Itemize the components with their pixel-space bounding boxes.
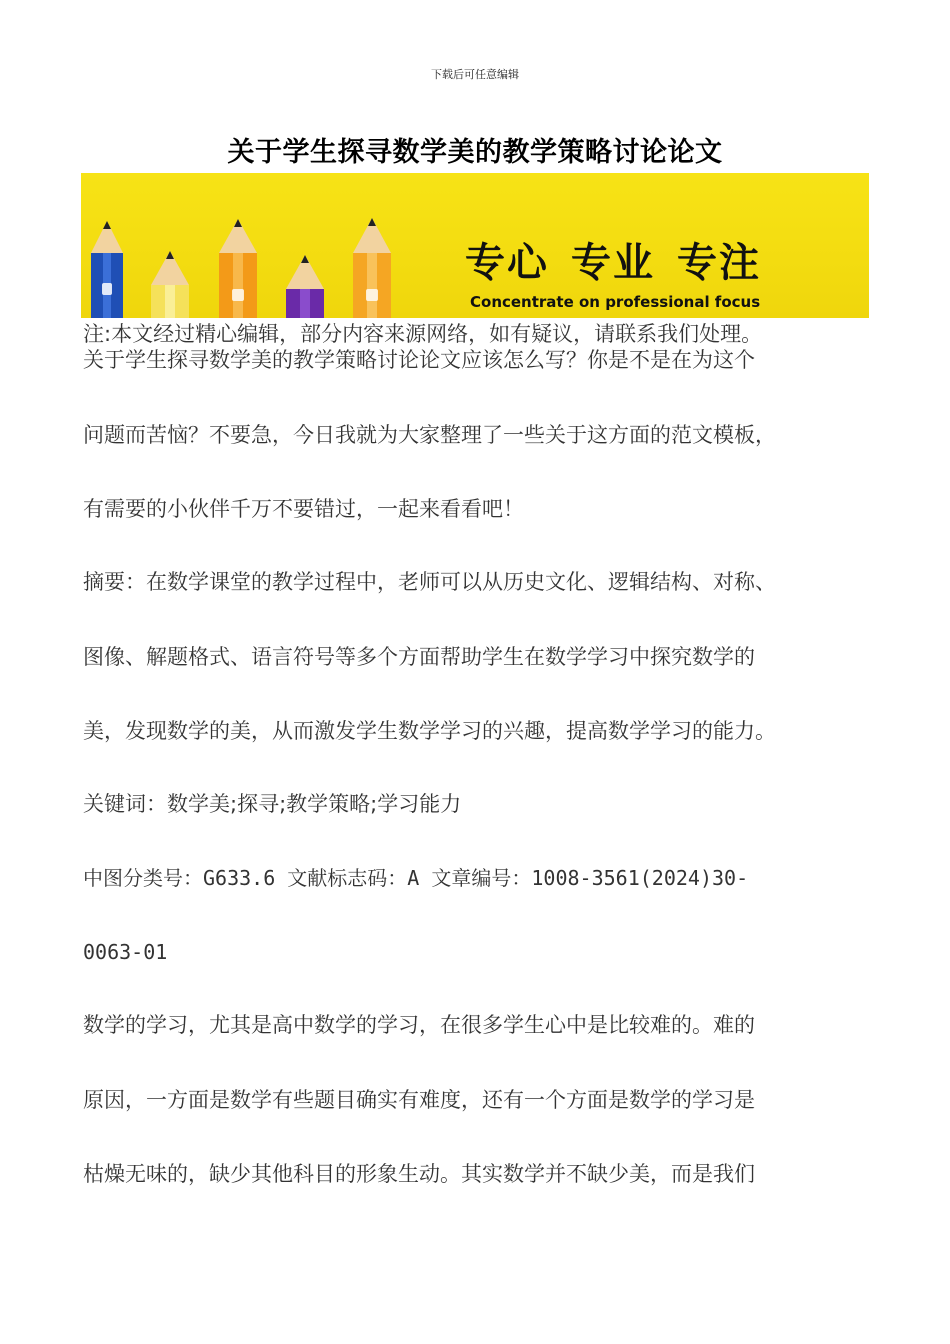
abstract-line: 摘要：在数学课堂的教学过程中，老师可以从历史文化、逻辑结构、对称、 [83,570,776,594]
keywords-line: 关键词：数学美;探寻;教学策略;学习能力 [83,792,462,816]
editorial-note: 注:本文经过精心编辑，部分内容来源网络，如有疑议，请联系我们处理。 [83,322,763,346]
pencils-illustration [81,173,481,318]
body-line: 问题而苦恼？不要急，今日我就为大家整理了一些关于这方面的范文模板， [83,423,776,447]
banner-image [81,173,869,318]
abstract-line: 美，发现数学的美，从而激发学生数学学习的兴趣，提高数学学习的能力。 [83,719,776,743]
classification-line: 0063-01 [83,940,168,964]
banner-word: 专注 [677,240,761,286]
banner-word: 专业 [571,240,655,286]
pencil-icon [91,221,123,318]
body-line: 数学的学习，尤其是高中数学的学习，在很多学生心中是比较难的。难的 [83,1013,755,1037]
body-line: 枯燥无味的，缺少其他科目的形象生动。其实数学并不缺少美，而是我们 [83,1162,755,1186]
pencil-icon [353,218,391,318]
banner-subtitle: Concentrate on professional focus [470,293,761,311]
header-note: 下载后可任意编辑 [431,68,519,81]
body-line: 有需要的小伙伴千万不要错过，一起来看看吧！ [83,497,524,521]
pencil-icon [219,219,257,318]
banner-slogan [465,240,783,286]
classification-line: 中图分类号：G633.6 文献标志码：A 文章编号：1008-3561(2024)30- [83,866,749,890]
abstract-line: 图像、解题格式、语言符号等多个方面帮助学生在数学学习中探究数学的 [83,645,755,669]
banner-word: 专心 [465,240,549,286]
body-line: 原因，一方面是数学有些题目确实有难度，还有一个方面是数学的学习是 [83,1088,755,1112]
pencil-icon [151,251,189,318]
page-title: 关于学生探寻数学美的教学策略讨论论文 [227,137,723,168]
body-line: 关于学生探寻数学美的教学策略讨论论文应该怎么写？你是不是在为这个 [83,348,755,372]
pencil-icon [286,255,324,318]
